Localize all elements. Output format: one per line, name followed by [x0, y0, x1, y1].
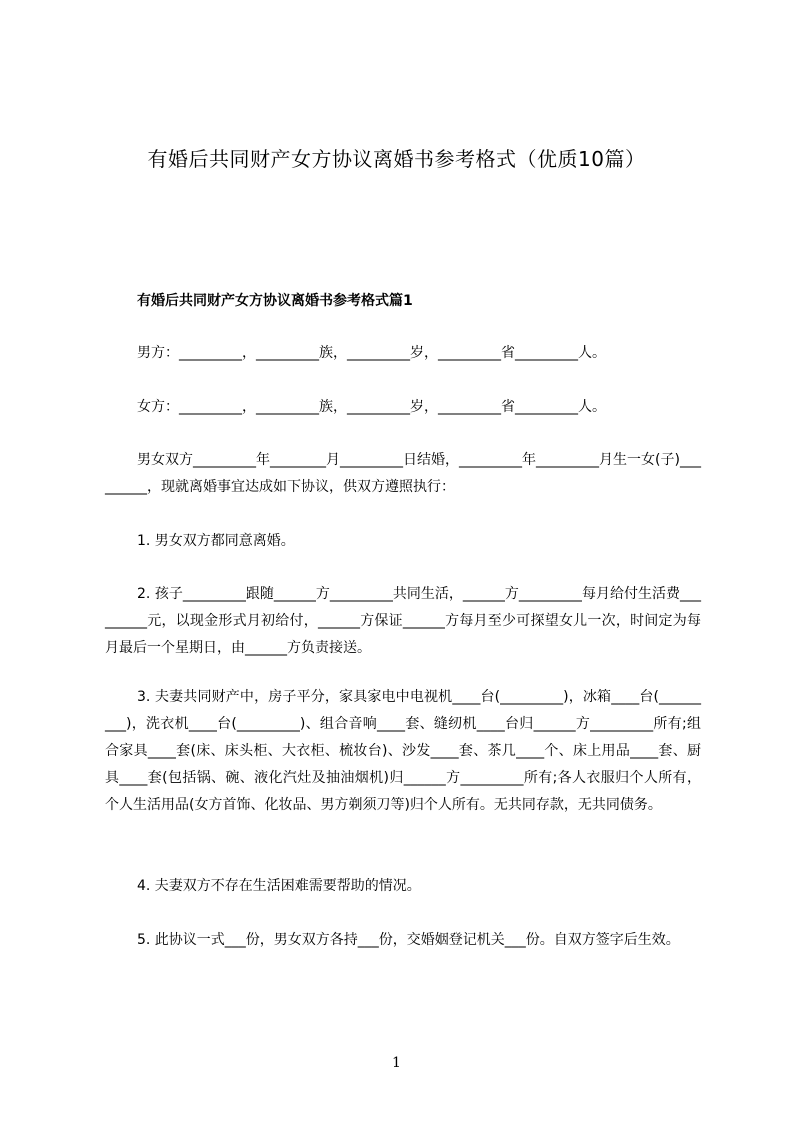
paragraph-male-party: 男方：_________，_________族，_________岁，_________省_________人。: [137, 345, 606, 361]
section-heading: 有婚后共同财产女方协议离婚书参考格式篇1: [137, 293, 413, 309]
clause-3: 3. 夫妻共同财产中，房子平分，家具家电中电视机____台(_________)，冰箱____台(_________)，洗衣机____台(_________)、组合音响____套、缝纫机____台归______方_________所有;组合家具____套(床、床头柜、大衣柜、梳妆台)、沙发____套、茶几____个、床上用品____套、厨具____套(包括锅、碗、液化汽灶及抽油烟机)归______方_________所有;各人衣服归个人所有，个人生活用品(女方首饰、化妆品、男方剃须刀等)归个人所有。无共同存款，无共同债务。: [105, 689, 701, 813]
paragraph-marriage-info: 男女双方_________年________月_________日结婚，_________年_________月生一女(子)_________，现就离婚事宜达成如下协议，供双方遵照执行：: [105, 452, 701, 495]
clause-4: 4. 夫妻双方不存在生活困难需要帮助的情况。: [137, 878, 421, 894]
paragraph-female-party: 女方：_________，_________族，_________岁，_________省_________人。: [137, 399, 606, 415]
document-title: 有婚后共同财产女方协议离婚书参考格式（优质10篇）: [147, 147, 646, 171]
clause-1: 1. 男女双方都同意离婚。: [137, 533, 295, 549]
clause-5: 5. 此协议一式___份，男女双方各持___份，交婚姻登记机关___份。自双方签字后生效。: [137, 932, 680, 948]
page-number: 1: [392, 1055, 401, 1071]
clause-2: 2. 孩子_________跟随______方_________共同生活，______方_________每月给付生活费_________元，以现金形式月初给付，______方保证______方每月至少可探望女儿一次，时间定为每月最后一个星期日，由______方负责接送。: [105, 586, 701, 656]
